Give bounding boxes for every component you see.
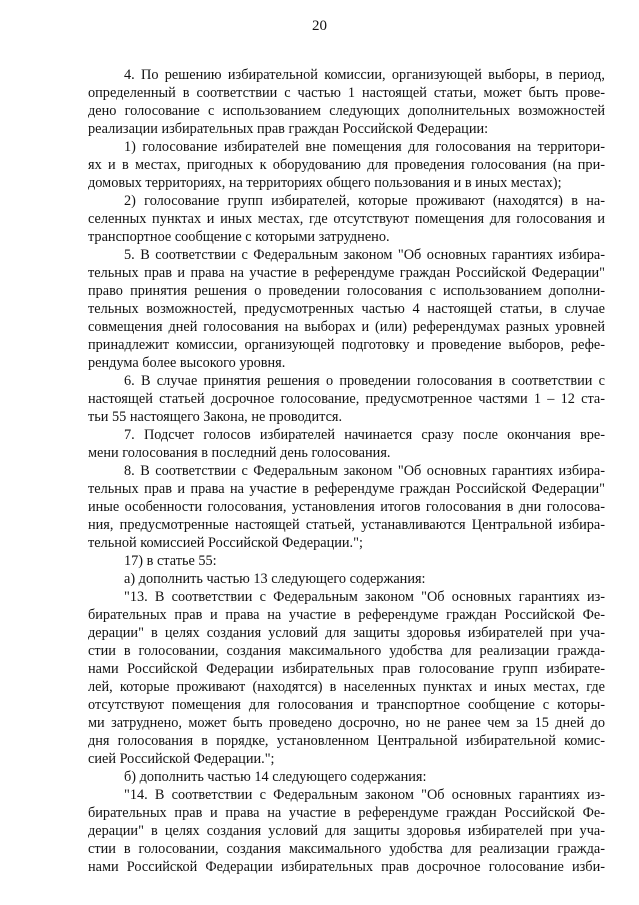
text-line: транспортное сообщение с которыми затруднено. bbox=[88, 229, 390, 245]
text-line: 2) голосование групп избирателей, которые проживают (находятся) в на- bbox=[124, 193, 605, 209]
text-line: селенных пунктах и иных местах, где отсутствуют помещения для голосования и bbox=[88, 211, 605, 227]
text-line: дерации" в целях создания условий для защиты здоровья избирателей при уча- bbox=[88, 823, 605, 839]
text-line: 8. В соответствии с Федеральным законом "Об основных гарантиях избира- bbox=[124, 463, 605, 479]
text-line: отсутствуют помещения для голосования и транспортное сообщение с которы- bbox=[88, 697, 605, 713]
text-line: стии в голосовании, создания максимального удобства для реализации гражда- bbox=[88, 643, 605, 659]
text-line: сией Российской Федерации."; bbox=[88, 751, 275, 767]
text-line: тельных прав и права на участие в референдуме граждан Российской Федерации" bbox=[88, 265, 605, 281]
text-line: 7. Подсчет голосов избирателей начинается сразу после окончания вре- bbox=[124, 427, 605, 443]
text-line: 4. По решению избирательной комиссии, организующей выборы, в период, bbox=[124, 67, 605, 83]
text-line: бирательных прав и права на участие в референдуме граждан Российской Фе- bbox=[88, 607, 605, 623]
text-line: бирательных прав и права на участие в референдуме граждан Российской Фе- bbox=[88, 805, 605, 821]
text-line: право принятия решения о проведении голосования с использованием дополни- bbox=[88, 283, 605, 299]
text-line: тьи 55 настоящего Закона, не проводится. bbox=[88, 409, 343, 425]
text-line: 6. В случае принятия решения о проведении голосования в соответствии с bbox=[124, 373, 605, 389]
text-line: совмещения дней голосования на выборах и (или) референдумах разных уровней bbox=[88, 319, 605, 335]
text-line: тельной комиссией Российской Федерации."; bbox=[88, 535, 363, 551]
text-line: "14. В соответствии с Федеральным законом "Об основных гарантиях из- bbox=[124, 787, 605, 803]
text-line: настоящей статьей досрочное голосование, предусмотренное частями 1 – 12 ста- bbox=[88, 391, 605, 407]
text-line: стии в голосовании, создания максимального удобства для реализации гражда- bbox=[88, 841, 605, 857]
text-line: 5. В соответствии с Федеральным законом "Об основных гарантиях избира- bbox=[124, 247, 605, 263]
text-line: мени голосования в последний день голосования. bbox=[88, 445, 391, 461]
text-line: ния, предусмотренные настоящей статьей, устанавливаются Центральной избира- bbox=[88, 517, 605, 533]
document-body bbox=[88, 66, 605, 876]
text-line: дня голосования в порядке, установленном Центральной избирательной комис- bbox=[88, 733, 605, 749]
text-line: дено голосование с использованием следующих дополнительных возможностей bbox=[88, 103, 605, 119]
text-line: нами Российской Федерации избирательных прав досрочное голосование изби- bbox=[88, 859, 605, 875]
text-line: тельных прав и права на участие в референдуме граждан Российской Федерации" bbox=[88, 481, 605, 497]
text-line: рендума более высокого уровня. bbox=[88, 355, 286, 371]
text-line: б) дополнить частью 14 следующего содержания: bbox=[124, 769, 427, 785]
text-line: 17) в статье 55: bbox=[124, 553, 217, 569]
text-line: принадлежит комиссии, организующей подготовку и проведение выборов, рефе- bbox=[88, 337, 605, 353]
text-line: иные особенности голосования, установления итогов голосования в дни голосова- bbox=[88, 499, 605, 515]
text-line: нами Российской Федерации избирательных прав голосование групп избирате- bbox=[88, 661, 605, 677]
text-line: реализации избирательных прав граждан Российской Федерации: bbox=[88, 121, 489, 137]
page-number: 20 bbox=[312, 18, 327, 34]
text-line: определенный в соответствии с частью 1 настоящей статьи, может быть прове- bbox=[88, 85, 605, 101]
text-line: тельных возможностей, предусмотренных частью 4 настоящей статьи, в случае bbox=[88, 301, 605, 317]
text-line: лей, которые проживают (находятся) в населенных пунктах и иных местах, где bbox=[88, 679, 605, 695]
text-line: дерации" в целях создания условий для защиты здоровья избирателей при уча- bbox=[88, 625, 605, 641]
text-line: а) дополнить частью 13 следующего содержания: bbox=[124, 571, 426, 587]
text-line: ми затруднено, может быть проведено досрочно, но не ранее чем за 15 дней до bbox=[88, 715, 605, 731]
text-line: "13. В соответствии с Федеральным законом "Об основных гарантиях из- bbox=[124, 589, 605, 605]
text-line: ях и в местах, пригодных к оборудованию для проведения голосования (на при- bbox=[88, 157, 605, 173]
text-line: 1) голосование избирателей вне помещения для голосования на территори- bbox=[124, 139, 605, 155]
text-line: домовых территориях, на территориях общего пользования и в иных местах); bbox=[88, 175, 562, 191]
